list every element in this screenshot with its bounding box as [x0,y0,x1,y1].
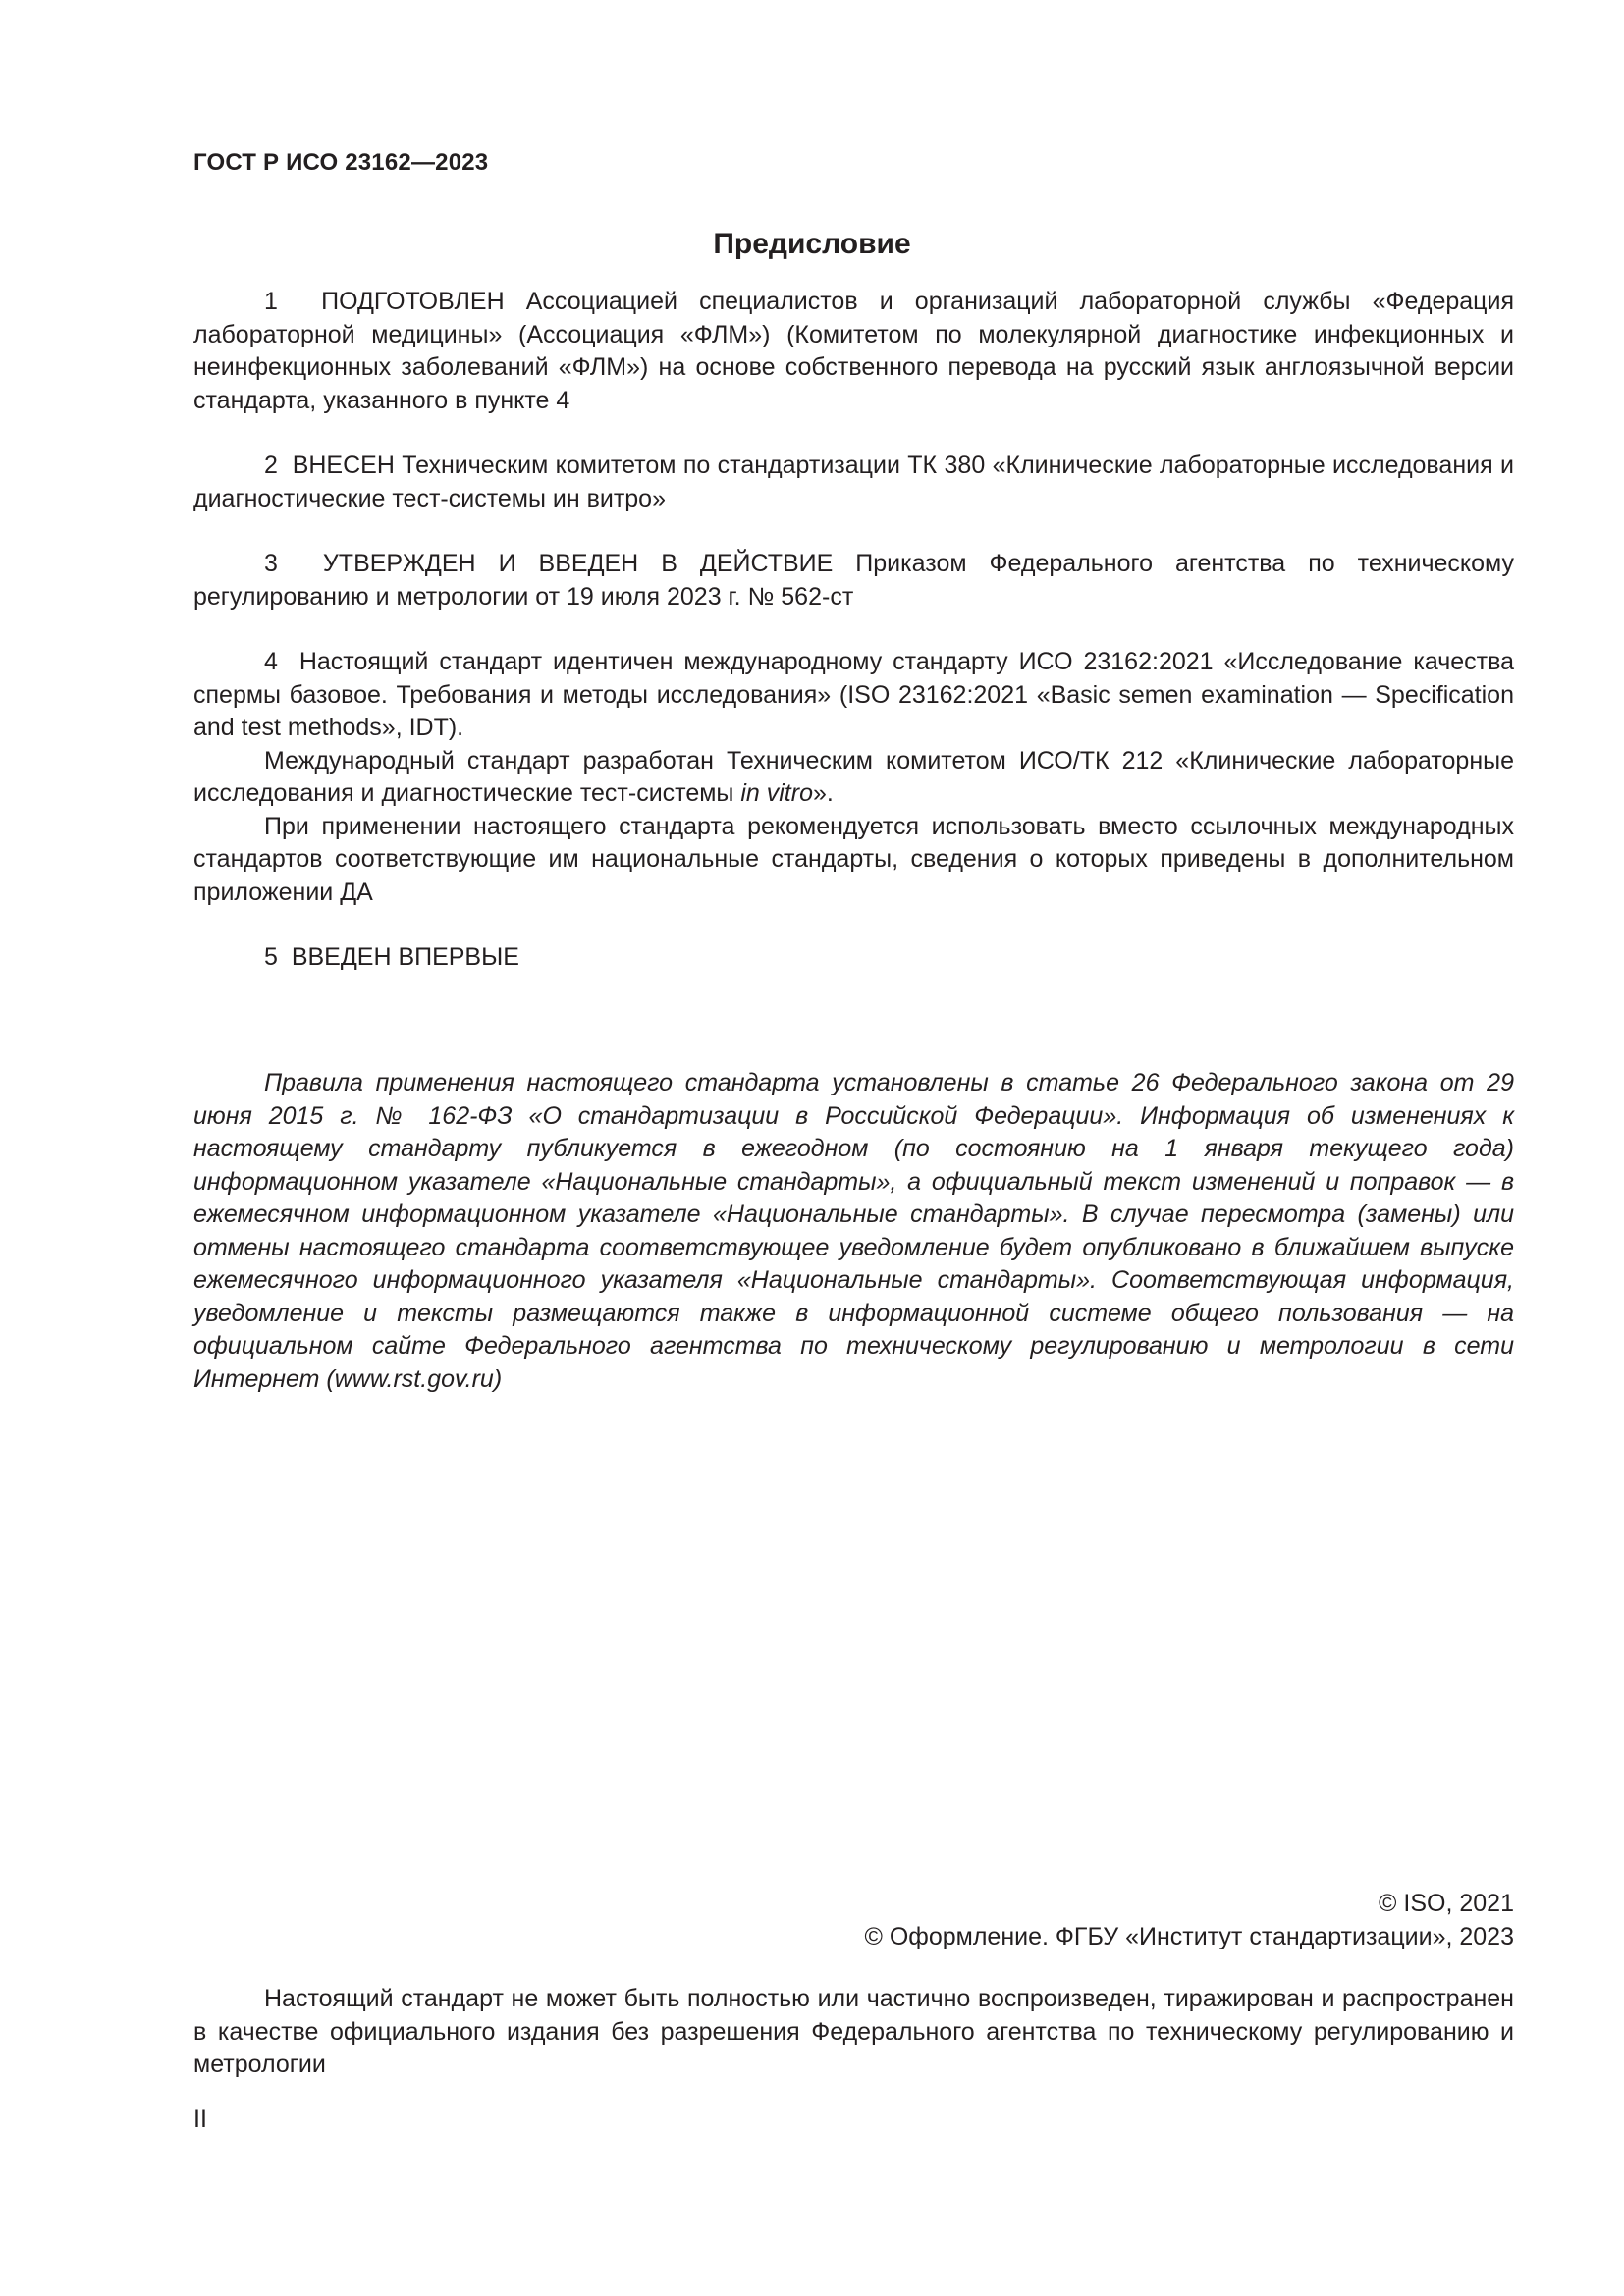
item-number: 4 [264,648,278,675]
page-title: Предисловие [713,228,911,260]
item-number: 5 [264,943,278,971]
copyright-design: © Оформление. ФГБУ «Институт стандартизации», 2023 [864,1922,1514,1950]
item-number: 1 [264,288,278,315]
foreword-item-3 [193,548,1514,614]
foreword-item-4-developer [193,745,1514,811]
reproduction-notice-text: Настоящий стандарт не может быть полностью или частично воспроизведен, тиражирован и распространен в качестве официального издания без разрешения Федерального агентства по техническому регулированию и метрологии [193,1985,1514,2078]
foreword-item-4 [193,646,1514,745]
item-text-italic: in vitro [740,779,813,807]
foreword-item-2 [193,450,1514,515]
item-text: Международный стандарт разработан Техническим комитетом ИСО/ТК 212 «Клинические лабораторные исследования и диагностические тест-системы [193,746,1514,807]
item-number: 3 [264,550,278,577]
copyright-block [864,1888,1514,1953]
item-text: УТВЕРЖДЕН И ВВЕДЕН В ДЕЙСТВИЕ Приказом Федерального агентства по техническому регулированию и метрологии от 19 июля 2023 г. № 562-ст [193,550,1514,611]
standard-code-header: ГОСТ Р ИСО 23162—2023 [193,149,489,176]
copyright-iso: © ISO, 2021 [1379,1890,1514,1917]
foreword-items [193,286,1514,975]
page-number: II [193,2106,207,2133]
item-text: ». [812,779,834,807]
application-rules-text: Правила применения настоящего стандарта установлены в статье 26 Федерального закона от 29 июня 2015 г. № 162-ФЗ «О стандартизации в Российской Федерации». Информация об изменениях к настоящему стандарту публикуется в ежегодном (по состоянию на 1 января текущего года) информационном указателе «Национальные стандарты», а официальный текст изменений и поправок — в ежемесячном информационном указателе «Национальные стандарты». В случае пересмотра (замены) или отмены настоящего стандарта соответствующее уведомление будет опубликовано в ближайшем выпуске ежемесячного информационного указателя «Национальные стандарты». Соответствующая информация, уведомление и тексты размещаются также в информационной системе общего пользования — на официальном сайте Федерального агентства по техническому регулированию и метрологии в сети Интернет (www.rst.gov.ru) [193,1069,1514,1393]
item-text: При применении настоящего стандарта рекомендуется использовать вместо ссылочных международных стандартов соответствующие им национальные стандарты, сведения о которых приведены в дополнительном приложении ДА [193,812,1514,906]
item-text: ПОДГОТОВЛЕН Ассоциацией специалистов и организаций лабораторной службы «Федерация лабораторной медицины» (Ассоциация «ФЛМ») (Комитетом по молекулярной диагностике инфекционных и неинфекционных заболеваний «ФЛМ») на основе собственного перевода на русский язык англоязычной версии стандарта, указанного в пункте 4 [193,288,1514,414]
item-text: Настоящий стандарт идентичен международному стандарту ИСО 23162:2021 «Исследование качества спермы базовое. Требования и методы исследования» (ISO 23162:2021 «Basic semen examination — Specification and test methods», IDT). [193,648,1514,741]
foreword-item-1 [193,286,1514,417]
foreword-item-5 [193,941,1514,975]
reproduction-notice [193,1983,1514,2082]
item-number: 2 [264,452,278,479]
application-rules-block [193,1067,1514,1396]
item-text: ВНЕСЕН Техническим комитетом по стандартизации ТК 380 «Клинические лабораторные исследования и диагностические тест-системы ин витро» [193,452,1514,512]
foreword-item-4-application [193,811,1514,910]
item-text: ВВЕДЕН ВПЕРВЫЕ [291,943,519,971]
